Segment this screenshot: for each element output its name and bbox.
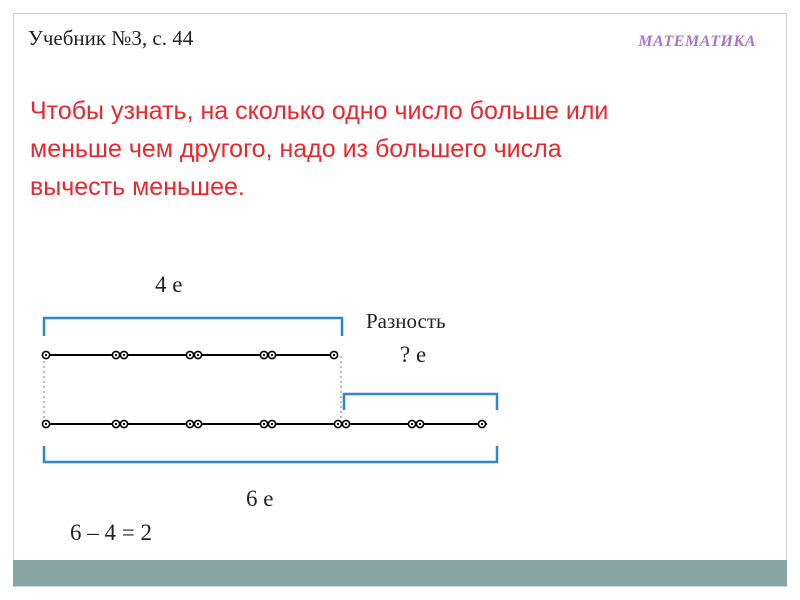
top-point-3b-center	[271, 354, 273, 356]
top-point-1b-center	[123, 354, 125, 356]
bottom-point-0-center	[45, 423, 47, 425]
bottom-bracket	[44, 446, 497, 462]
difference-value: ? е	[400, 342, 427, 367]
top-point-4-center	[333, 354, 335, 356]
bottom-point-5a-center	[411, 423, 413, 425]
difference-label: Разность	[366, 309, 446, 333]
bottom-point-4a-center	[337, 423, 339, 425]
bottom-point-6-center	[481, 423, 483, 425]
top-point-2b-center	[197, 354, 199, 356]
subject-title: МАТЕМАТИКА	[638, 33, 756, 50]
bottom-point-1b-center	[123, 423, 125, 425]
top-point-1a-center	[115, 354, 117, 356]
top-bracket	[44, 318, 342, 336]
top-point-2a-center	[189, 354, 191, 356]
bottom-point-1a-center	[115, 423, 117, 425]
rule-line-1: Чтобы узнать, на сколько одно число больше или	[30, 97, 609, 125]
top-point-0-center	[45, 354, 47, 356]
rule-line-3: вычесть меньшее.	[30, 173, 245, 201]
difference-bracket	[344, 394, 497, 410]
bottom-point-3b-center	[271, 423, 273, 425]
bottom-length-label: 6 е	[246, 486, 274, 511]
rule-line-2: меньше чем другого, надо из большего числа	[30, 135, 562, 163]
bottom-point-5b-center	[419, 423, 421, 425]
bottom-point-2b-center	[197, 423, 199, 425]
top-length-label: 4 е	[155, 272, 183, 297]
equation: 6 – 4 = 2	[70, 520, 152, 545]
bottom-point-4b-center	[345, 423, 347, 425]
bottom-point-3a-center	[263, 423, 265, 425]
source-reference: Учебник №3, с. 44	[28, 26, 194, 50]
bottom-point-2a-center	[189, 423, 191, 425]
top-point-3a-center	[263, 354, 265, 356]
